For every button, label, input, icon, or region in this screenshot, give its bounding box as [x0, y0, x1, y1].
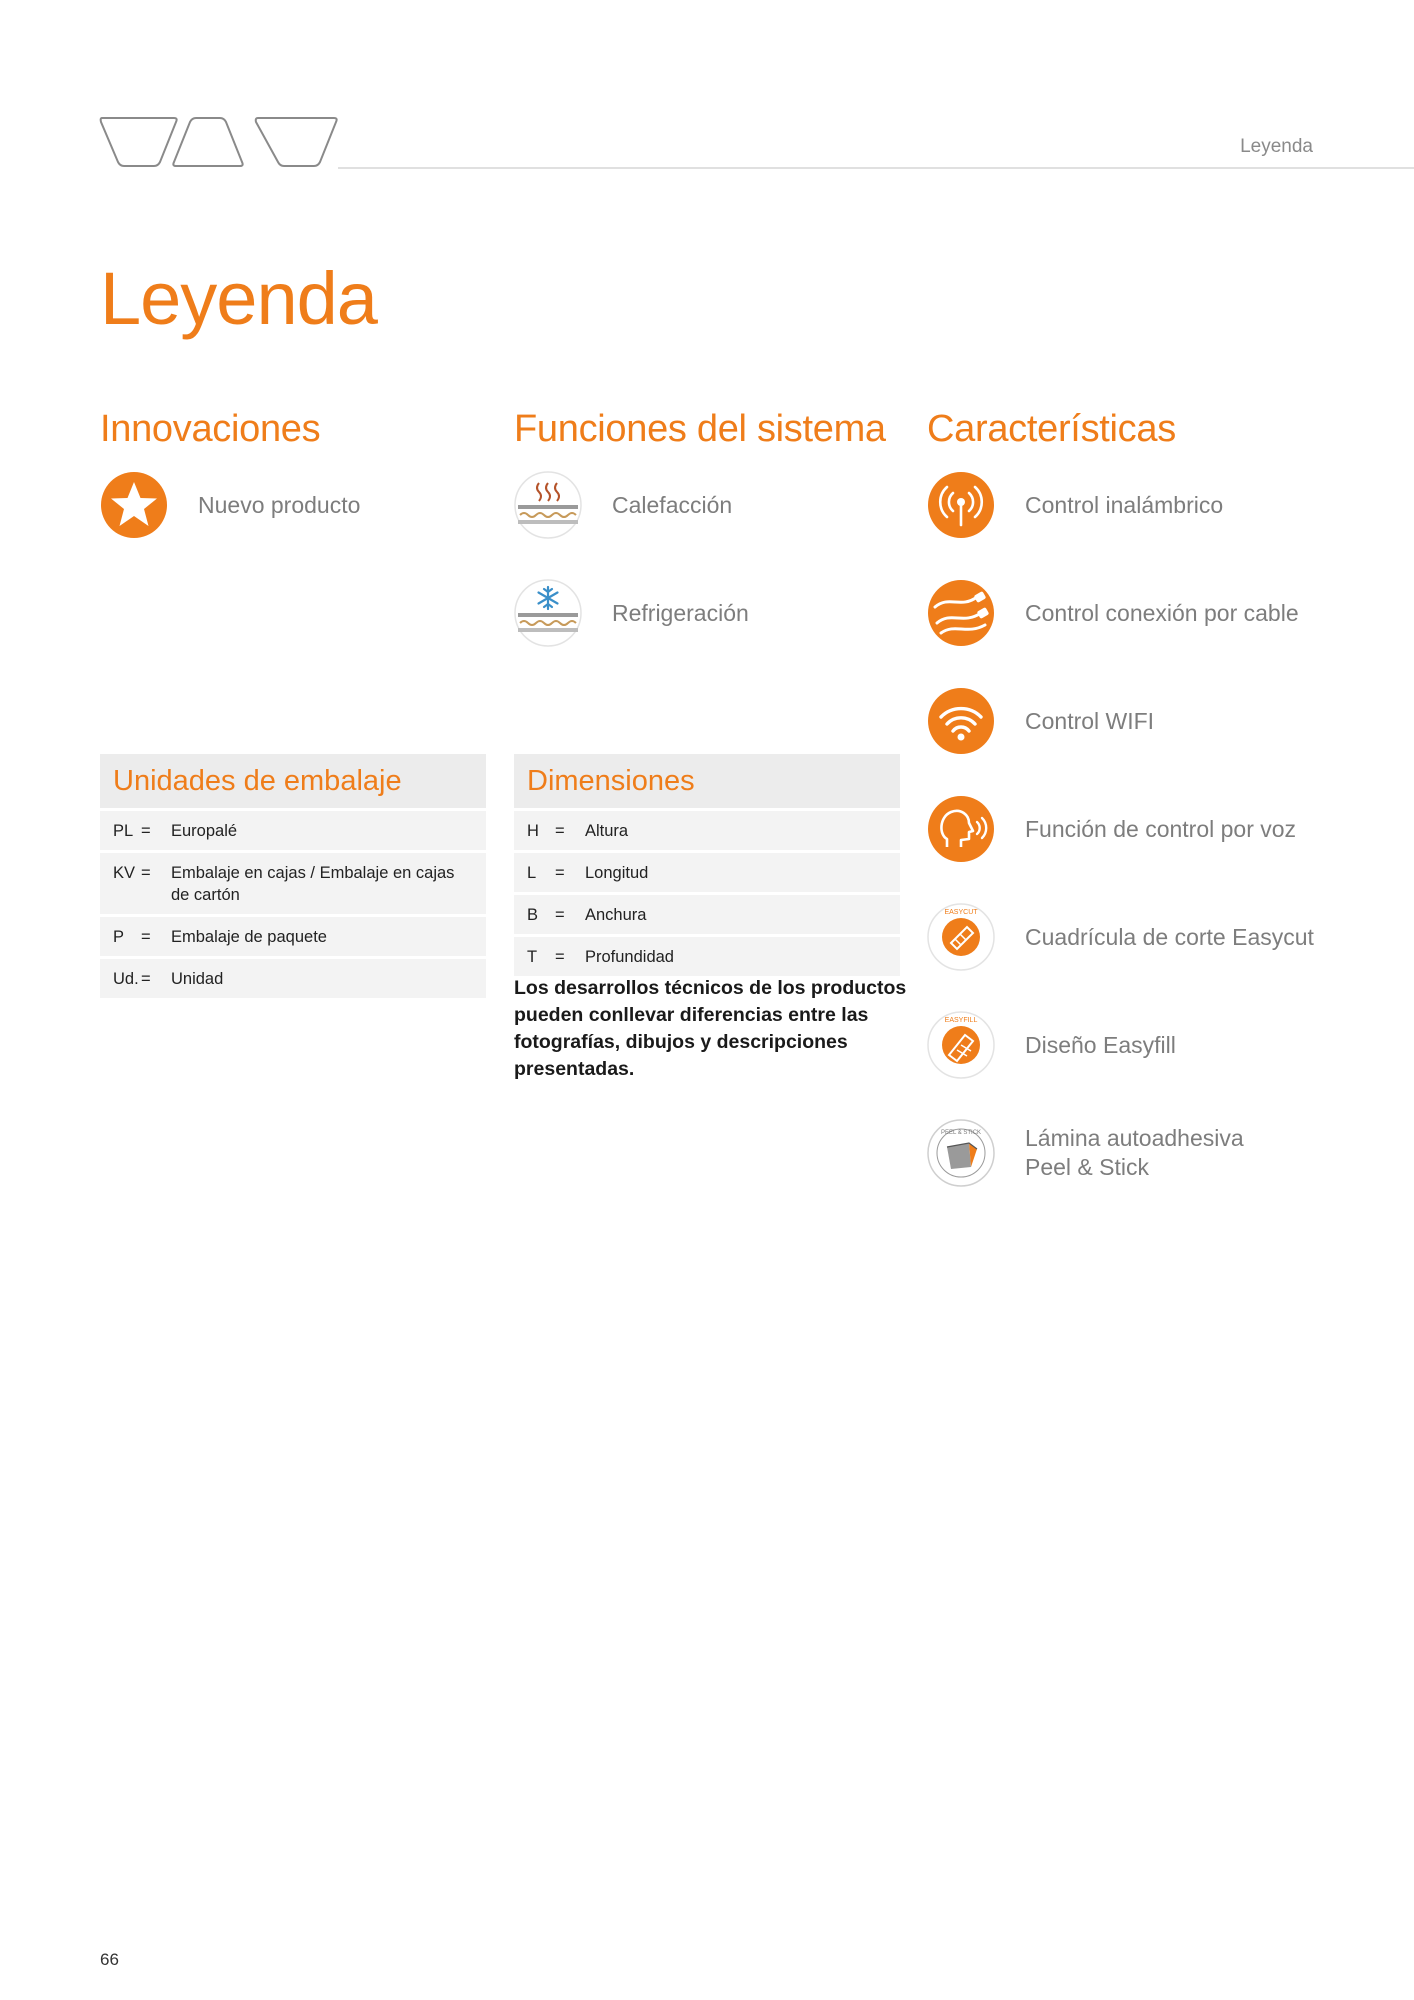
svg-text:PEEL & STICK: PEEL & STICK	[940, 1130, 982, 1136]
dimensiones-box	[514, 754, 900, 976]
legend-label: Refrigeración	[612, 599, 749, 626]
legend-item-control-wifi	[927, 686, 1154, 756]
legend-item-calefaccion	[514, 470, 732, 540]
dimensiones-heading: Dimensiones	[514, 754, 900, 808]
row-value: Embalaje de paquete	[171, 928, 327, 946]
row-key: L	[527, 864, 537, 882]
caracteristicas-heading: Características	[927, 408, 1176, 450]
legend-label	[1025, 1124, 1244, 1182]
legend-item-refrigeracion	[514, 578, 749, 648]
row-key: PL	[113, 822, 134, 840]
row-key: T	[527, 948, 538, 966]
legend-item-control-voz	[927, 794, 1296, 864]
unidades-box	[100, 754, 486, 998]
cable-control-icon	[927, 579, 995, 647]
header-section-title: Leyenda	[1240, 136, 1313, 157]
disclaimer-text: Los desarrollos técnicos de los productos pueden conllevar diferencias entre las fotografías, dibujos y descripciones presentadas.	[514, 977, 907, 1080]
heating-icon	[514, 471, 582, 539]
row-key: P	[113, 928, 125, 946]
row-value: Embalaje en cajas / Embalaje en cajas de cartón	[171, 864, 455, 904]
svg-text:EASYCUT: EASYCUT	[944, 909, 978, 916]
brand-logo	[98, 112, 338, 172]
row-key: H	[527, 822, 539, 840]
table-row	[100, 853, 486, 914]
wireless-control-icon	[927, 471, 995, 539]
table-row	[100, 917, 486, 956]
easyfill-icon	[927, 1011, 995, 1079]
table-row	[514, 811, 900, 850]
legend-label: Control conexión por cable	[1025, 599, 1299, 626]
header-divider	[338, 167, 1414, 169]
svg-text:EASYFILL: EASYFILL	[944, 1017, 978, 1024]
row-value: Profundidad	[585, 948, 674, 966]
unidades-heading: Unidades de embalaje	[100, 754, 486, 808]
peel-stick-icon	[927, 1119, 995, 1187]
legend-item-peel-stick	[927, 1118, 1244, 1188]
legend-item-easyfill	[927, 1010, 1176, 1080]
page-title: Leyenda	[100, 257, 377, 340]
row-eq: =	[555, 822, 565, 840]
legend-label: Control WIFI	[1025, 707, 1155, 734]
star-icon	[100, 471, 168, 539]
legend-label: Cuadrícula de corte Easycut	[1025, 923, 1314, 950]
row-eq: =	[141, 864, 151, 882]
row-key: Ud.	[113, 970, 139, 988]
row-eq: =	[141, 928, 151, 946]
legend-label: Función de control por voz	[1025, 815, 1297, 842]
legend-item-easycut	[927, 902, 1314, 972]
legend-label-line1: Lámina autoadhesiva	[1025, 1125, 1244, 1151]
row-value: Unidad	[171, 970, 224, 988]
legend-item-nuevo-producto	[100, 470, 360, 540]
legend-label: Calefacción	[612, 491, 733, 518]
wifi-icon	[927, 687, 995, 755]
funciones-heading: Funciones del sistema	[514, 408, 886, 450]
innovaciones-heading: Innovaciones	[100, 408, 321, 450]
row-value: Longitud	[585, 864, 649, 882]
legend-label: Nuevo producto	[198, 491, 361, 518]
cooling-icon	[514, 579, 582, 647]
row-value: Altura	[585, 822, 629, 840]
table-row	[100, 811, 486, 850]
row-value: Europalé	[171, 822, 238, 840]
row-eq: =	[555, 906, 565, 924]
legend-item-control-cable	[927, 578, 1299, 648]
table-row	[514, 895, 900, 934]
row-key: B	[527, 906, 539, 924]
row-eq: =	[555, 948, 565, 966]
table-row	[514, 937, 900, 976]
row-eq: =	[141, 970, 151, 988]
legend-label: Diseño Easyfill	[1025, 1031, 1176, 1058]
easycut-icon	[927, 903, 995, 971]
row-eq: =	[555, 864, 565, 882]
page-number: 66	[100, 1950, 119, 1969]
voice-control-icon	[927, 795, 995, 863]
table-row	[100, 959, 486, 998]
row-key: KV	[113, 864, 136, 882]
legend-label: Control inalámbrico	[1025, 491, 1224, 518]
row-value: Anchura	[585, 906, 647, 924]
legend-label-line2: Peel & Stick	[1025, 1154, 1149, 1180]
legend-item-control-inalambrico	[927, 470, 1223, 540]
row-eq: =	[141, 822, 151, 840]
table-row	[514, 853, 900, 892]
